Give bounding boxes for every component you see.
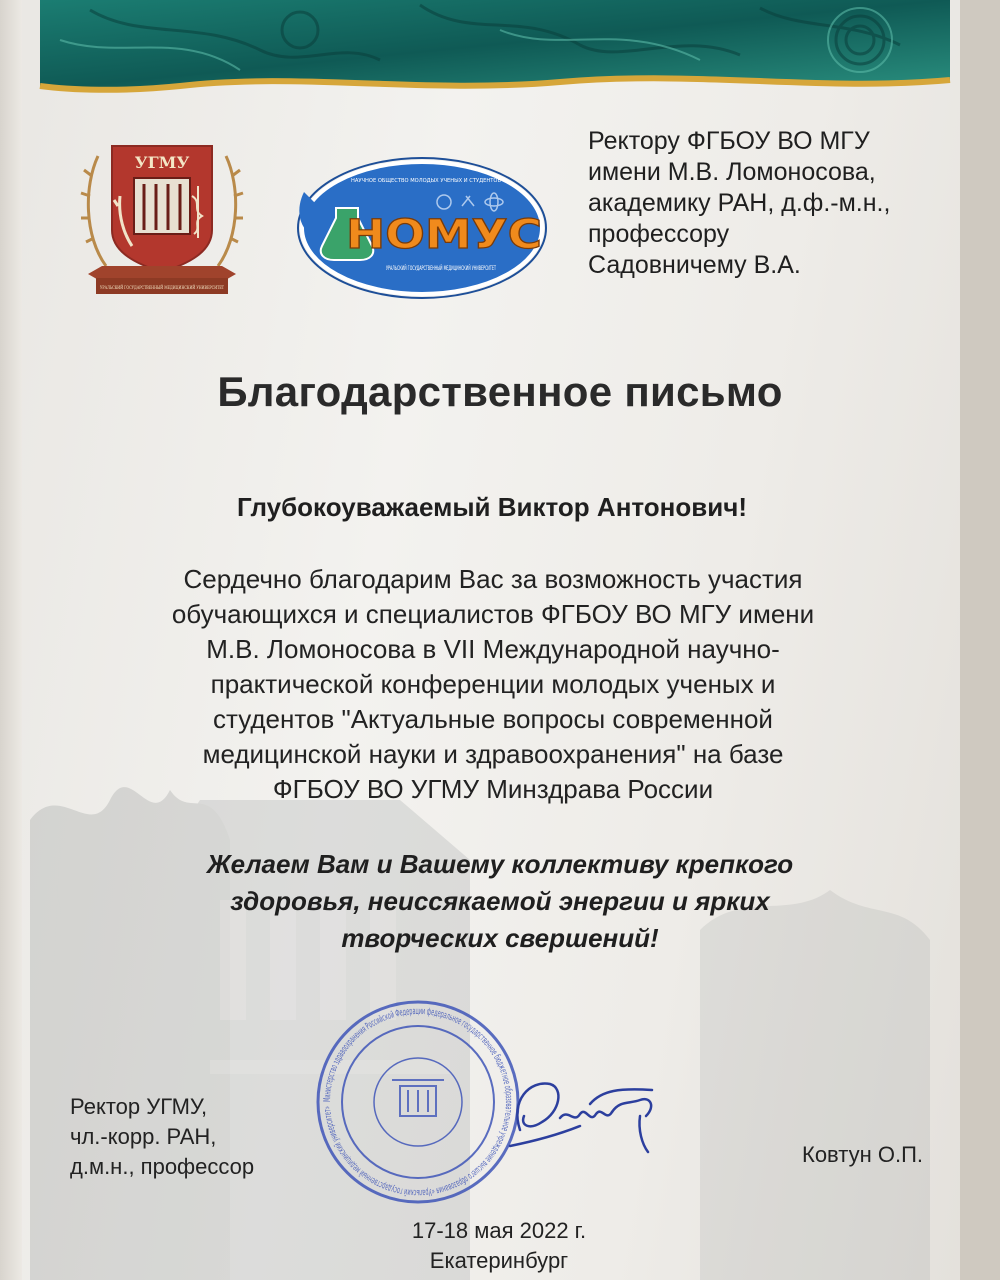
body-line: студентов "Актуальные вопросы современной	[213, 704, 773, 734]
body-line: ФГБОУ ВО УГМУ Минздрава России	[272, 774, 714, 804]
ugmu-logo-text: УГМУ	[134, 153, 190, 172]
letter-title: Благодарственное письмо	[217, 368, 783, 415]
wish-line: здоровья, неиссякаемой энергии и ярких	[230, 886, 770, 916]
nomus-top-text: НАУЧНОЕ ОБЩЕСТВО МОЛОДЫХ УЧЕНЫХ И СТУДЕНТОВ	[351, 178, 502, 184]
addressee-line: профессору	[588, 220, 730, 248]
signer-line: Ректор УГМУ,	[70, 1094, 208, 1119]
addressee-line: Ректору ФГБОУ ВО МГУ	[588, 127, 870, 155]
ugmu-ribbon-text: УРАЛЬСКИЙ ГОСУДАРСТВЕННЫЙ МЕДИЦИНСКИЙ УНИВЕРСИТЕТ	[100, 285, 287, 291]
addressee-line: имени М.В. Ломоносова,	[588, 158, 876, 186]
body-line: обучающихся и специалистов ФГБОУ ВО МГУ имени	[171, 599, 815, 629]
wish-line: творческих свершений!	[341, 923, 659, 953]
rector-signature	[490, 1060, 670, 1170]
letter-body	[0, 562, 986, 807]
ugmu-logo	[78, 126, 287, 298]
event-date: 17-18 мая 2022 г.	[411, 1218, 587, 1243]
signer-line: д.м.н., профессор	[70, 1154, 255, 1179]
stamp-ring-text: Министерство здравоохранения Российской Федерации федеральное государственное бюджетное образовательное учреждение высшего образования «Уральский государственный медицинский университет»	[321, 1005, 515, 1199]
addressee-block	[588, 126, 928, 281]
addressee-line: академику РАН, д.ф.-м.н.,	[588, 189, 891, 217]
body-line: Сердечно благодарим Вас за возможность участия	[183, 564, 803, 594]
signer-title	[70, 1092, 254, 1182]
nomus-logo	[294, 152, 546, 300]
body-line: М.В. Ломоносова в VII Международной научно-	[206, 634, 780, 664]
nomus-logo-text: НОМУС	[346, 212, 542, 258]
date-place	[0, 1216, 998, 1276]
addressee-line: Садовничему В.А.	[588, 251, 801, 279]
signer-line: чл.-корр. РАН,	[70, 1124, 217, 1149]
malachite-banner	[0, 0, 960, 100]
body-line: практической конференции молодых ученых и	[210, 669, 776, 699]
event-city: Екатеринбург	[429, 1248, 569, 1273]
body-line: медицинской науки и здравоохранения" на базе	[202, 739, 784, 769]
nomus-bottom-text: УРАЛЬСКИЙ ГОСУДАРСТВЕННЫЙ МЕДИЦИНСКИЙ УНИВЕРСИТЕТ	[386, 265, 497, 272]
signer-name: Ковтун О.П.	[802, 1142, 923, 1167]
wishes	[0, 846, 1000, 957]
greeting: Глубокоуважаемый Виктор Антонович!	[237, 492, 747, 522]
wish-line: Желаем Вам и Вашему коллективу крепкого	[206, 849, 794, 879]
